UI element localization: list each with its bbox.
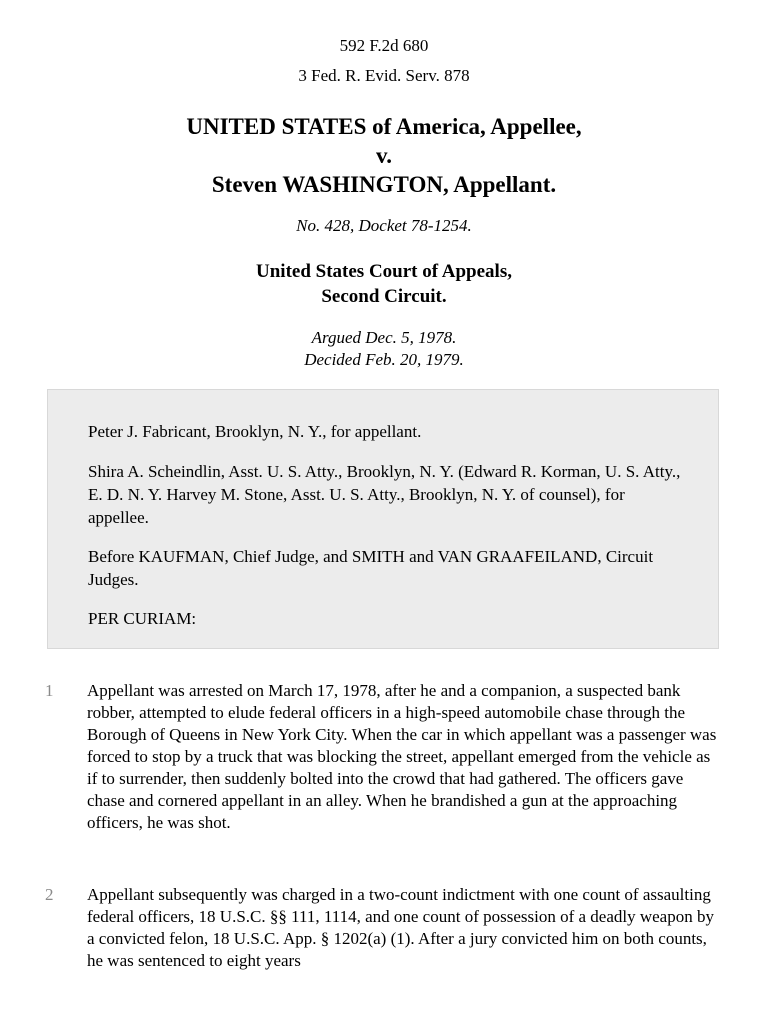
decided-date: Decided Feb. 20, 1979.	[304, 350, 464, 369]
argued-date: Argued Dec. 5, 1978.	[311, 328, 457, 347]
paragraph-number: 2	[45, 885, 54, 904]
court-name	[0, 259, 768, 309]
appellant-counsel: Peter J. Fabricant, Brooklyn, N. Y., for appellant.	[88, 422, 422, 441]
court-name-line1: United States Court of Appeals,	[256, 261, 512, 282]
court-name-line2: Second Circuit.	[321, 286, 447, 307]
evidence-citation: 3 Fed. R. Evid. Serv. 878	[298, 66, 470, 85]
caption-appellee: UNITED STATES of America, Appellee,	[186, 114, 582, 139]
reporter-citation: 592 F.2d 680	[339, 36, 429, 55]
caption-appellant: Steven WASHINGTON, Appellant.	[211, 172, 557, 197]
paragraph-text: Appellant was arrested on March 17, 1978, after he and a companion, a suspected bank robber, attempted to elude federal officers in a high-speed automobile chase through the Borough of Queens in New York City. When the car in which appellant was a passenger was forced to stop by a truck that was blocking the street, appellant emerged from the vehicle as if to surrender, then suddenly bolted into the crowd that had gathered. The officers gave chase and cornered appellant in an alley. When he brandished a gun at the approaching officers, he was shot.	[87, 681, 717, 832]
judicial-panel: Before KAUFMAN, Chief Judge, and SMITH and VAN GRAAFEILAND, Circuit Judges.	[88, 547, 654, 589]
appellee-counsel: Shira A. Scheindlin, Asst. U. S. Atty., Brooklyn, N. Y. (Edward R. Korman, U. S. Atty., E. D. N. Y. Harvey M. Stone, Asst. U. S. Atty., Brooklyn, N. Y. of counsel), for appellee.	[88, 462, 681, 527]
counsel-box	[47, 389, 719, 649]
per-curiam-label: PER CURIAM:	[88, 609, 197, 628]
case-caption	[0, 112, 768, 199]
docket-number: No. 428, Docket 78-1254.	[296, 216, 472, 235]
paragraph-number: 1	[45, 681, 54, 700]
paragraph-text: Appellant subsequently was charged in a two-count indictment with one count of assaulting federal officers, 18 U.S.C. §§ 111, 1114, and one count of possession of a deadly weapon by a convicted felon, 18 U.S.C. App. § 1202(a) (1). After a jury convicted him on both counts, he was sentenced to eight years	[87, 885, 714, 970]
case-dates	[0, 327, 768, 371]
caption-versus: v.	[376, 143, 392, 168]
